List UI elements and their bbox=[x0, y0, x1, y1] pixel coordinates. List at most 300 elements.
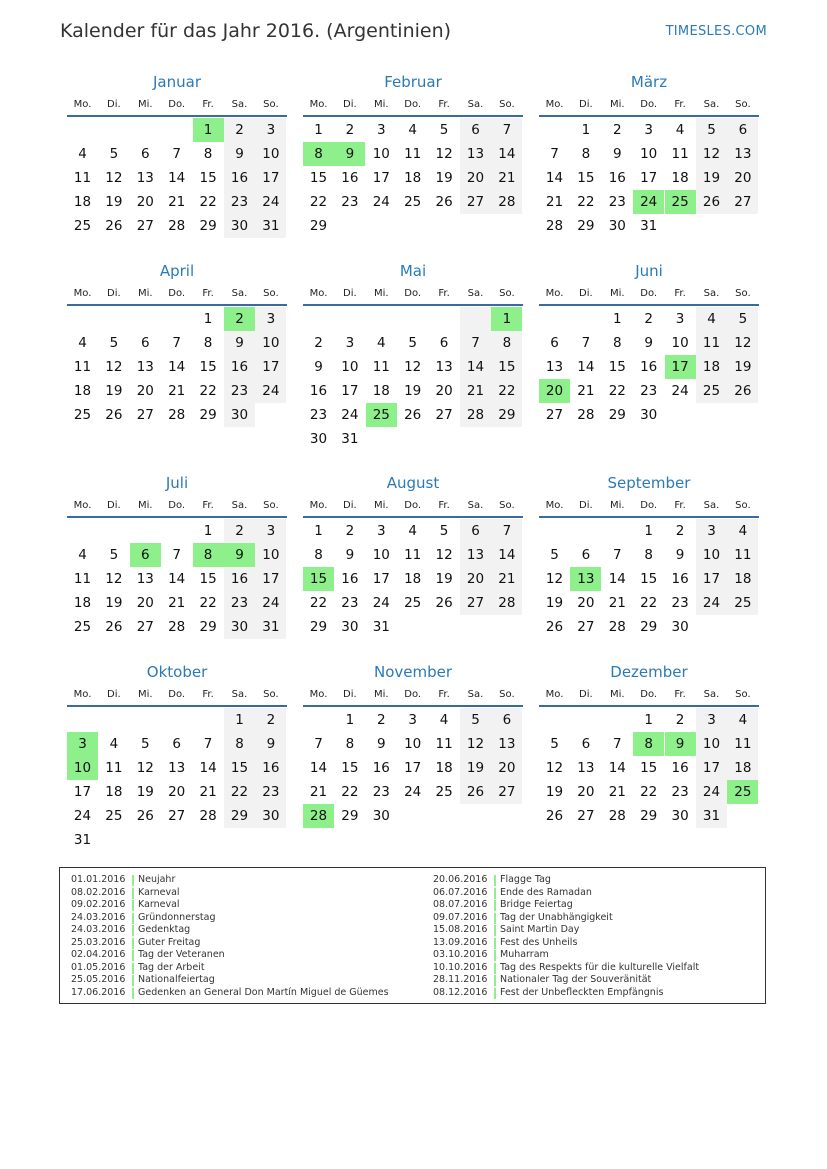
calendar-day: 15 bbox=[491, 355, 522, 379]
calendar-day: 30 bbox=[309, 431, 328, 447]
weekday-header: Fr. bbox=[674, 500, 686, 511]
calendar-day: 5 bbox=[550, 736, 559, 752]
calendar-day: 22 bbox=[199, 595, 217, 611]
calendar-day: 27 bbox=[136, 407, 154, 423]
legend-name: Guter Freitag bbox=[138, 936, 201, 948]
calendar-day: 16 bbox=[608, 170, 626, 186]
calendar-day: 10 bbox=[640, 146, 658, 162]
calendar-day: 14 bbox=[608, 571, 626, 587]
legend-name: Flagge Tag bbox=[500, 874, 551, 885]
weekday-header: Do. bbox=[640, 288, 658, 299]
month-name: September bbox=[607, 474, 691, 492]
calendar-day: 5 bbox=[460, 708, 491, 732]
legend-date: 17.06.2016 bbox=[71, 986, 126, 998]
calendar-day: 14 bbox=[168, 571, 186, 587]
weekday-header: Mo. bbox=[545, 500, 564, 511]
calendar-day: 17 bbox=[341, 383, 359, 399]
calendar-day: 20 bbox=[577, 595, 595, 611]
calendar-day: 14 bbox=[577, 359, 595, 375]
legend-marker bbox=[494, 875, 496, 886]
calendar-day: 10 bbox=[696, 732, 727, 756]
calendar-day: 4 bbox=[78, 547, 87, 563]
calendar-day: 29 bbox=[608, 407, 626, 423]
legend-date: 09.07.2016 bbox=[433, 911, 488, 923]
calendar-day: 4 bbox=[78, 335, 87, 351]
calendar-day: 18 bbox=[105, 784, 123, 800]
calendar-day: 10 bbox=[404, 736, 422, 752]
calendar-day: 21 bbox=[168, 383, 186, 399]
calendar-day: 20 bbox=[460, 567, 491, 591]
calendar-day: 22 bbox=[640, 595, 658, 611]
calendar-day: 21 bbox=[168, 595, 186, 611]
holiday-day: 8 bbox=[303, 142, 334, 166]
calendar-day: 19 bbox=[105, 595, 123, 611]
weekday-header: Fr. bbox=[202, 500, 214, 511]
legend-date: 09.02.2016 bbox=[71, 899, 126, 910]
calendar-day: 6 bbox=[172, 736, 181, 752]
holiday-day: 8 bbox=[193, 543, 224, 567]
weekday-header: Fr. bbox=[674, 288, 686, 299]
calendar-day: 8 bbox=[644, 547, 653, 563]
calendar-day: 27 bbox=[545, 407, 564, 423]
legend-name: Nationalfeiertag bbox=[138, 974, 215, 985]
weekday-header: Mo. bbox=[545, 689, 564, 700]
calendar-day: 24 bbox=[73, 808, 92, 824]
calendar-day: 20 bbox=[168, 784, 186, 800]
calendar-day: 23 bbox=[608, 194, 626, 210]
calendar-day: 12 bbox=[545, 760, 564, 776]
weekday-header: Fr. bbox=[438, 288, 450, 299]
legend-marker bbox=[132, 875, 134, 886]
calendar-day: 3 bbox=[644, 122, 653, 138]
calendar-day: 8 bbox=[203, 335, 213, 351]
calendar-day: 10 bbox=[255, 543, 286, 567]
calendar-day: 28 bbox=[491, 190, 522, 214]
calendar-day: 14 bbox=[491, 142, 522, 166]
calendar-day: 13 bbox=[460, 543, 491, 567]
calendar-day: 26 bbox=[136, 808, 154, 824]
legend-date: 06.07.2016 bbox=[433, 886, 488, 898]
weekday-header: Mo. bbox=[73, 689, 92, 700]
legend-name: Ende des Ramadan bbox=[500, 886, 592, 898]
calendar-day: 23 bbox=[224, 190, 255, 214]
calendar-day: 26 bbox=[727, 379, 758, 403]
calendar-day: 19 bbox=[460, 756, 491, 780]
calendar-day: 10 bbox=[372, 547, 390, 563]
holiday-day: 8 bbox=[633, 732, 664, 756]
calendar-day: 28 bbox=[608, 808, 626, 824]
calendar-day: 23 bbox=[341, 194, 359, 210]
calendar-day: 10 bbox=[696, 543, 727, 567]
legend-marker bbox=[494, 888, 496, 899]
legend-marker bbox=[494, 988, 496, 999]
calendar-day: 9 bbox=[224, 142, 255, 166]
weekday-header: Mo. bbox=[309, 99, 328, 110]
calendar-day: 24 bbox=[696, 780, 727, 804]
calendar-day: 31 bbox=[73, 832, 92, 848]
calendar-day: 13 bbox=[545, 359, 564, 375]
calendar-day: 7 bbox=[172, 146, 181, 162]
calendar-day: 12 bbox=[435, 146, 453, 162]
calendar-day: 29 bbox=[199, 218, 217, 234]
calendar-day: 22 bbox=[309, 194, 328, 210]
legend-date: 13.09.2016 bbox=[433, 936, 488, 948]
calendar-day: 17 bbox=[255, 355, 286, 379]
calendar-day: 5 bbox=[696, 118, 727, 142]
calendar-day: 15 bbox=[577, 170, 595, 186]
calendar-day: 18 bbox=[404, 170, 422, 186]
calendar-day: 5 bbox=[550, 547, 559, 563]
weekday-header: Mo. bbox=[309, 689, 328, 700]
calendar-day: 31 bbox=[640, 218, 658, 234]
calendar-day: 9 bbox=[675, 547, 685, 563]
calendar-day: 2 bbox=[345, 523, 355, 539]
calendar-day: 23 bbox=[255, 780, 286, 804]
calendar-day: 30 bbox=[372, 808, 390, 824]
calendar-day: 21 bbox=[168, 194, 186, 210]
calendar-day: 22 bbox=[341, 784, 359, 800]
holiday-day: 9 bbox=[665, 732, 696, 756]
header-divider bbox=[67, 705, 287, 707]
calendar-day: 16 bbox=[224, 567, 255, 591]
calendar-day: 13 bbox=[136, 571, 154, 587]
calendar-day: 29 bbox=[341, 808, 359, 824]
holiday-day: 6 bbox=[130, 543, 161, 567]
calendar-day: 25 bbox=[696, 379, 727, 403]
weekday-header: Do. bbox=[404, 99, 422, 110]
calendar-day: 6 bbox=[439, 335, 449, 351]
calendar-day: 31 bbox=[341, 431, 359, 447]
calendar-day: 1 bbox=[314, 523, 323, 539]
weekday-header: Sa. bbox=[231, 288, 248, 299]
calendar-day: 18 bbox=[73, 383, 92, 399]
weekday-header: Mo. bbox=[309, 288, 328, 299]
calendar-day: 19 bbox=[105, 383, 123, 399]
calendar-day: 17 bbox=[372, 170, 390, 186]
holiday-day: 1 bbox=[491, 307, 522, 331]
legend-name: Fest der Unbefleckten Empfängnis bbox=[500, 986, 664, 998]
weekday-header: Sa. bbox=[467, 288, 484, 299]
legend-date: 25.03.2016 bbox=[71, 936, 126, 948]
calendar-day: 27 bbox=[491, 780, 522, 804]
legend-marker bbox=[132, 950, 134, 961]
calendar-day: 5 bbox=[141, 736, 150, 752]
calendar-day: 19 bbox=[696, 166, 727, 190]
calendar-day: 19 bbox=[727, 355, 758, 379]
calendar-day: 10 bbox=[255, 142, 286, 166]
calendar-day: 3 bbox=[255, 307, 286, 331]
weekday-header: Mo. bbox=[309, 500, 328, 511]
calendar-day: 25 bbox=[404, 194, 422, 210]
weekday-header: Do. bbox=[168, 500, 186, 511]
calendar-day: 19 bbox=[545, 784, 564, 800]
calendar-day: 18 bbox=[727, 567, 758, 591]
calendar-day: 25 bbox=[73, 218, 92, 234]
calendar-day: 28 bbox=[168, 218, 186, 234]
weekday-header: Do. bbox=[404, 288, 422, 299]
calendar-day: 22 bbox=[640, 784, 658, 800]
calendar-day: 7 bbox=[491, 118, 522, 142]
weekday-header: Di. bbox=[579, 99, 593, 110]
weekday-header: Di. bbox=[107, 500, 121, 511]
calendar-day: 28 bbox=[608, 619, 626, 635]
calendar-day: 25 bbox=[727, 591, 758, 615]
calendar-day: 19 bbox=[136, 784, 154, 800]
calendar-day: 30 bbox=[671, 619, 689, 635]
calendar-day: 2 bbox=[613, 122, 622, 138]
calendar-day: 12 bbox=[545, 571, 564, 587]
calendar-day: 23 bbox=[671, 595, 689, 611]
holiday-day: 25 bbox=[665, 190, 696, 214]
calendar-day: 11 bbox=[73, 359, 92, 375]
calendar-day: 13 bbox=[727, 142, 758, 166]
legend-date: 08.12.2016 bbox=[433, 986, 488, 998]
calendar-day: 30 bbox=[671, 808, 689, 824]
calendar-day: 20 bbox=[460, 166, 491, 190]
calendar-day: 16 bbox=[309, 383, 328, 399]
calendar-day: 21 bbox=[460, 379, 491, 403]
legend-name: Karneval bbox=[138, 886, 180, 898]
calendar-day: 15 bbox=[199, 170, 217, 186]
calendar-day: 15 bbox=[341, 760, 359, 776]
calendar-day: 13 bbox=[136, 170, 154, 186]
calendar-day: 16 bbox=[255, 756, 286, 780]
holiday-day: 13 bbox=[570, 567, 601, 591]
legend-marker bbox=[494, 913, 496, 924]
month-name: Oktober bbox=[146, 663, 208, 681]
calendar-day: 26 bbox=[460, 780, 491, 804]
calendar-day: 30 bbox=[608, 218, 626, 234]
calendar-day: 3 bbox=[408, 712, 417, 728]
legend-marker bbox=[494, 975, 496, 986]
legend-name: Gedenken an General Don Martín Miguel de Güemes bbox=[138, 986, 389, 998]
calendar-day: 16 bbox=[372, 760, 390, 776]
calendar-day: 25 bbox=[435, 784, 453, 800]
weekday-header: Sa. bbox=[467, 99, 484, 110]
weekday-header: Mi. bbox=[610, 288, 625, 299]
calendar-day: 26 bbox=[105, 407, 123, 423]
page-title: Kalender für das Jahr 2016. (Argentinien) bbox=[60, 20, 452, 42]
legend-name: Nationaler Tag der Souveränität bbox=[500, 974, 652, 985]
calendar-day: 10 bbox=[671, 335, 689, 351]
calendar-day: 5 bbox=[727, 307, 758, 331]
holiday-day: 25 bbox=[366, 403, 397, 427]
month-name: Juli bbox=[165, 474, 189, 492]
calendar-day: 30 bbox=[224, 214, 255, 238]
calendar-day: 4 bbox=[408, 523, 417, 539]
weekday-header: Do. bbox=[168, 689, 186, 700]
calendar-day: 15 bbox=[640, 760, 658, 776]
calendar-day: 16 bbox=[671, 571, 689, 587]
calendar-day: 11 bbox=[727, 543, 758, 567]
calendar-day: 14 bbox=[608, 760, 626, 776]
calendar-day: 23 bbox=[372, 784, 390, 800]
calendar-day: 29 bbox=[640, 619, 658, 635]
weekday-header: Di. bbox=[343, 500, 357, 511]
holiday-day: 3 bbox=[67, 732, 98, 756]
calendar-day: 6 bbox=[581, 736, 591, 752]
legend-marker bbox=[494, 938, 496, 949]
calendar-day: 24 bbox=[696, 591, 727, 615]
calendar-day: 16 bbox=[640, 359, 658, 375]
weekday-header: Sa. bbox=[231, 500, 248, 511]
calendar-day: 12 bbox=[696, 142, 727, 166]
legend-name: Karneval bbox=[138, 899, 180, 910]
holiday-day: 2 bbox=[224, 307, 255, 331]
calendar-day: 11 bbox=[671, 146, 689, 162]
calendar-day: 2 bbox=[675, 712, 685, 728]
header-divider bbox=[539, 115, 759, 117]
calendar-day: 9 bbox=[644, 335, 653, 351]
calendar-day: 4 bbox=[408, 122, 417, 138]
calendar-day: 30 bbox=[640, 407, 658, 423]
calendar-day: 29 bbox=[309, 218, 328, 234]
calendar-day: 29 bbox=[224, 804, 255, 828]
header-divider bbox=[303, 516, 523, 518]
legend-marker bbox=[132, 988, 134, 999]
weekday-header: Do. bbox=[640, 689, 658, 700]
legend-marker bbox=[494, 900, 496, 911]
weekday-header: Do. bbox=[640, 99, 658, 110]
weekday-header: Do. bbox=[168, 288, 186, 299]
calendar-day: 29 bbox=[640, 808, 658, 824]
calendar-day: 27 bbox=[577, 808, 595, 824]
legend-name: Tag der Veteranen bbox=[138, 949, 225, 960]
calendar-day: 20 bbox=[491, 756, 522, 780]
calendar-day: 17 bbox=[255, 166, 286, 190]
calendar-day: 21 bbox=[608, 595, 626, 611]
calendar-day: 28 bbox=[577, 407, 595, 423]
legend-name: Gedenktag bbox=[138, 924, 191, 935]
calendar-day: 18 bbox=[696, 355, 727, 379]
calendar-day: 27 bbox=[460, 591, 491, 615]
calendar-day: 21 bbox=[577, 383, 595, 399]
weekday-header: Sa. bbox=[231, 99, 248, 110]
calendar-day: 6 bbox=[460, 519, 491, 543]
calendar-day: 7 bbox=[203, 736, 213, 752]
calendar-day: 13 bbox=[491, 732, 522, 756]
calendar-day: 18 bbox=[727, 756, 758, 780]
calendar-day: 26 bbox=[545, 619, 564, 635]
calendar-day: 3 bbox=[696, 708, 727, 732]
calendar-day: 12 bbox=[460, 732, 491, 756]
weekday-header: Do. bbox=[168, 99, 186, 110]
calendar-day: 11 bbox=[696, 331, 727, 355]
calendar-day: 19 bbox=[105, 194, 123, 210]
calendar-day: 8 bbox=[314, 547, 323, 563]
calendar-day: 26 bbox=[696, 190, 727, 214]
calendar-day: 4 bbox=[377, 335, 386, 351]
holiday-day: 1 bbox=[193, 118, 224, 142]
holiday-day: 10 bbox=[67, 756, 98, 780]
calendar-day: 3 bbox=[696, 519, 727, 543]
calendar-day: 31 bbox=[255, 615, 286, 639]
legend-date: 03.10.2016 bbox=[433, 949, 488, 960]
calendar-day: 13 bbox=[136, 359, 154, 375]
calendar-day: 20 bbox=[577, 784, 595, 800]
calendar-day: 6 bbox=[727, 118, 758, 142]
weekday-header: So. bbox=[263, 288, 279, 299]
weekday-header: Sa. bbox=[467, 689, 484, 700]
month-name: April bbox=[159, 262, 195, 280]
calendar-day: 7 bbox=[172, 335, 181, 351]
holiday-day: 17 bbox=[665, 355, 696, 379]
holiday-legend bbox=[59, 867, 766, 1004]
calendar-day: 20 bbox=[435, 383, 453, 399]
calendar-day: 14 bbox=[491, 543, 522, 567]
calendar-day: 12 bbox=[105, 359, 123, 375]
weekday-header: Fr. bbox=[438, 689, 450, 700]
calendar-day: 6 bbox=[141, 146, 150, 162]
calendar-day: 28 bbox=[545, 218, 564, 234]
calendar-day: 12 bbox=[727, 331, 758, 355]
calendar-day: 4 bbox=[727, 519, 758, 543]
holiday-day: 9 bbox=[224, 543, 255, 567]
legend-marker bbox=[132, 963, 134, 974]
weekday-header: So. bbox=[263, 689, 279, 700]
calendar-day: 12 bbox=[435, 547, 453, 563]
calendar-day: 2 bbox=[255, 708, 286, 732]
calendar-day: 1 bbox=[613, 311, 622, 327]
weekday-header: Fr. bbox=[202, 689, 214, 700]
calendar-day: 7 bbox=[460, 331, 491, 355]
weekday-header: Di. bbox=[579, 500, 593, 511]
legend-marker bbox=[132, 888, 134, 899]
calendar-day: 1 bbox=[203, 311, 213, 327]
calendar-day: 29 bbox=[577, 218, 595, 234]
holiday-day: 25 bbox=[727, 780, 758, 804]
weekday-header: Mo. bbox=[545, 288, 564, 299]
calendar-day: 31 bbox=[696, 804, 727, 828]
calendar-day: 8 bbox=[345, 736, 355, 752]
calendar-day: 17 bbox=[255, 567, 286, 591]
calendar-day: 7 bbox=[491, 519, 522, 543]
calendar-day: 7 bbox=[550, 146, 559, 162]
holiday-day: 28 bbox=[303, 804, 334, 828]
header-divider bbox=[539, 516, 759, 518]
calendar-day: 1 bbox=[345, 712, 355, 728]
month-name: Januar bbox=[153, 73, 201, 91]
calendar-day: 8 bbox=[224, 732, 255, 756]
holiday-day: 15 bbox=[303, 567, 334, 591]
calendar-day: 30 bbox=[224, 615, 255, 639]
calendar-day: 2 bbox=[224, 118, 255, 142]
brand-logo[interactable]: TIMESLES.COM bbox=[665, 24, 767, 39]
calendar-day: 26 bbox=[105, 619, 123, 635]
legend-marker bbox=[494, 925, 496, 936]
calendar-day: 1 bbox=[644, 712, 653, 728]
header-divider bbox=[303, 304, 523, 306]
calendar-day: 30 bbox=[255, 804, 286, 828]
calendar-day: 13 bbox=[460, 142, 491, 166]
calendar-day: 1 bbox=[203, 523, 213, 539]
header-divider bbox=[539, 304, 759, 306]
calendar-day: 23 bbox=[224, 591, 255, 615]
weekday-header: Di. bbox=[107, 689, 121, 700]
calendar-day: 15 bbox=[640, 571, 658, 587]
calendar-day: 6 bbox=[491, 708, 522, 732]
calendar-day: 22 bbox=[199, 194, 217, 210]
weekday-header: Di. bbox=[579, 689, 593, 700]
calendar-day: 4 bbox=[727, 708, 758, 732]
calendar-day: 21 bbox=[309, 784, 328, 800]
calendar-day: 17 bbox=[696, 756, 727, 780]
calendar-day: 21 bbox=[491, 567, 522, 591]
calendar-day: 17 bbox=[372, 571, 390, 587]
calendar-day: 3 bbox=[675, 311, 685, 327]
calendar-day: 2 bbox=[377, 712, 386, 728]
calendar-day: 22 bbox=[608, 383, 626, 399]
